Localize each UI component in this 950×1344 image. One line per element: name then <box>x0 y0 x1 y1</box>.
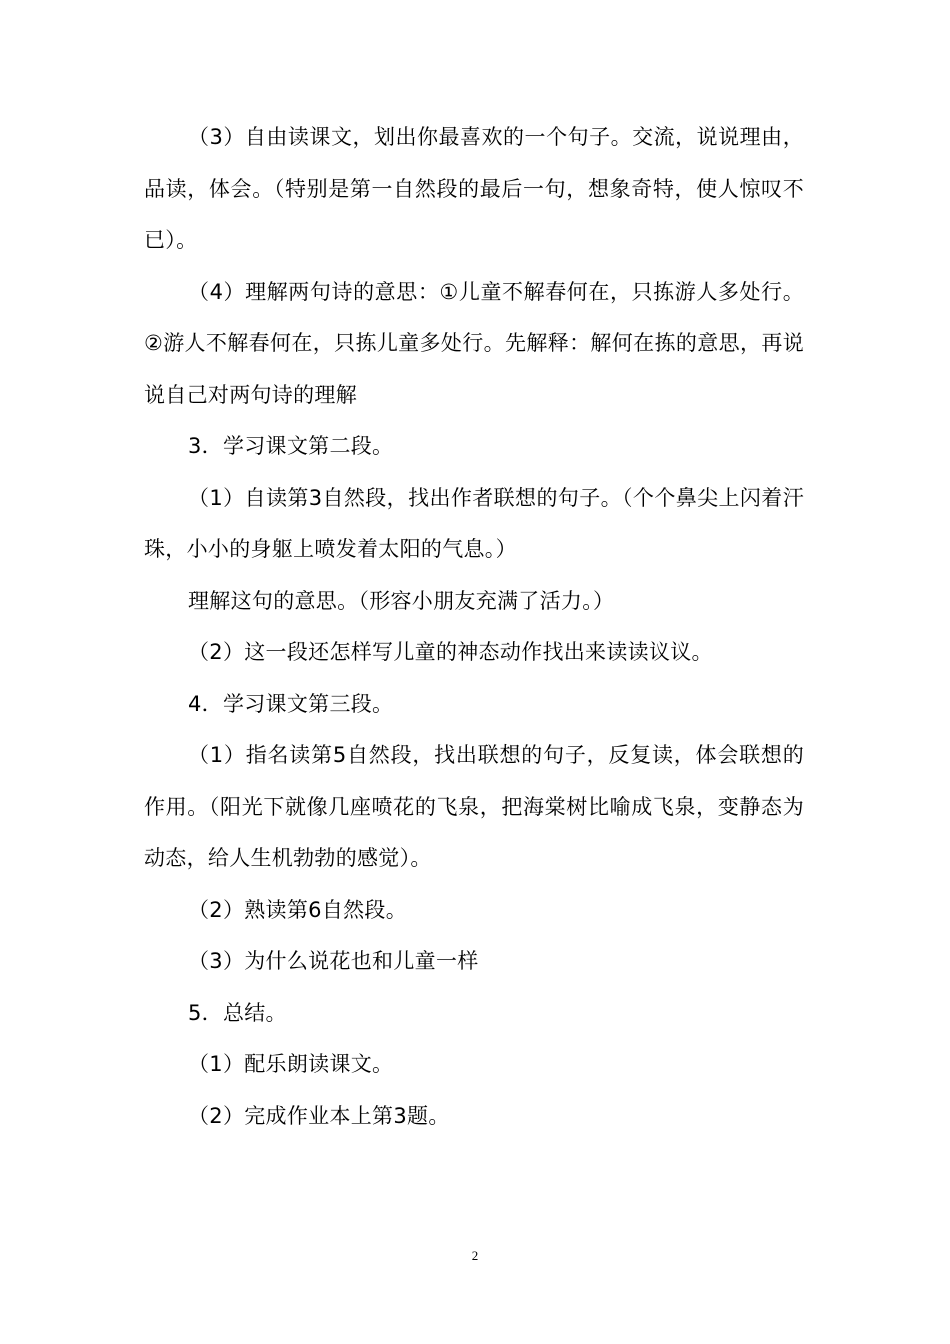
paragraph: （3）自由读课文，划出你最喜欢的一个句子。交流，说说理由，品读，体会。（特别是第一自然段的最后一句，想象奇特，使人惊叹不已）。 <box>144 125 804 252</box>
paragraph: （1）指名读第5自然段，找出联想的句子，反复读，体会联想的作用。（阳光下就像几座喷花的飞泉，把海棠树比喻成飞泉，变静态为动态，给人生机勃勃的感觉）。 <box>144 743 804 870</box>
document-body <box>144 112 804 1142</box>
paragraph: （2）完成作业本上第3题。 <box>188 1103 450 1128</box>
paragraph: （4）理解两句诗的意思：①儿童不解春何在，只拣游人多处行。②游人不解春何在，只拣儿童多处行。先解释：解何在拣的意思，再说说自己对两句诗的理解 <box>144 279 804 407</box>
paragraph: （2）熟读第6自然段。 <box>188 897 408 922</box>
section-heading: 5．总结。 <box>188 1000 287 1025</box>
paragraph: （2）这一段还怎样写儿童的神态动作找出来读读议议。 <box>188 640 713 664</box>
paragraph: （3）为什么说花也和儿童一样 <box>188 949 479 973</box>
paragraph: 理解这句的意思。（形容小朋友充满了活力。） <box>188 588 615 613</box>
section-heading: 3．学习课文第二段。 <box>188 434 394 458</box>
page-number: 2 <box>471 1248 479 1263</box>
paragraph: （1）配乐朗读课文。 <box>188 1052 394 1076</box>
paragraph: （1）自读第3自然段，找出作者联想的句子。（个个鼻尖上闪着汗珠，小小的身躯上喷发着太阳的气息。） <box>144 485 804 561</box>
section-heading: 4．学习课文第三段。 <box>188 691 394 716</box>
